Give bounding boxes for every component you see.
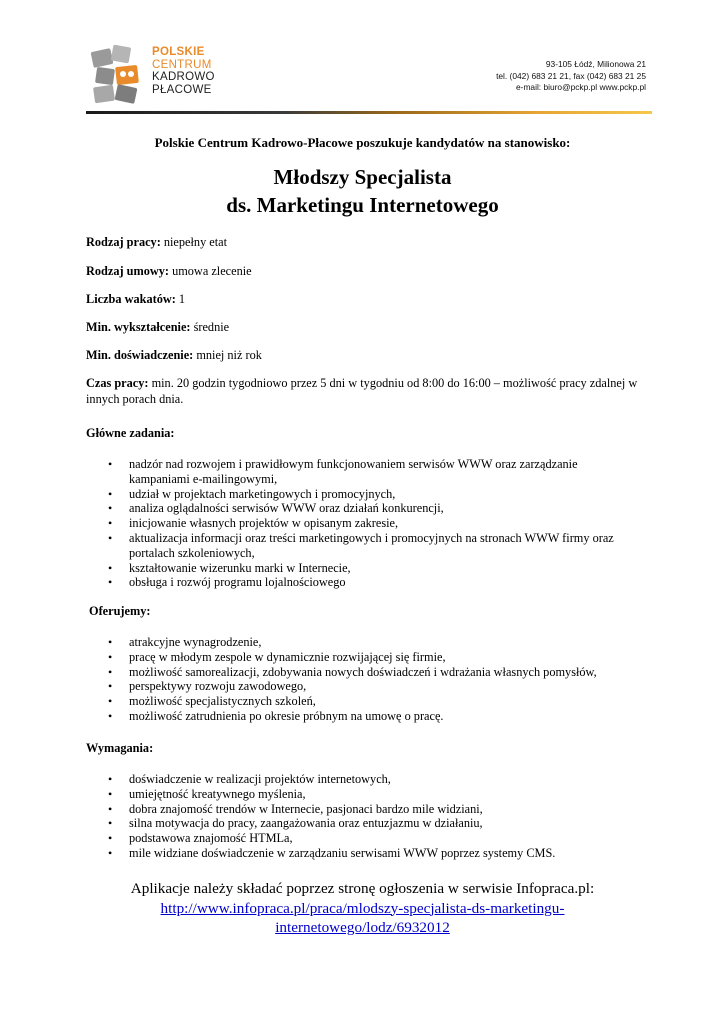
requirements-heading: Wymagania: — [86, 741, 154, 755]
list-item: • mile widziane doświadczenie w zarządzaniu serwisami WWW poprzez systemy CMS. — [86, 846, 626, 861]
field-value: średnie — [190, 320, 230, 334]
offer-heading: Oferujemy: — [89, 604, 151, 618]
offer-list — [86, 635, 626, 724]
field-value: 1 — [175, 292, 186, 306]
letterhead — [86, 40, 652, 112]
field-education — [86, 319, 646, 335]
job-title-line: ds. Marketingu Internetowego — [226, 193, 499, 217]
field-value: min. 20 godzin tygodniowo przez 5 dni w tygodniu od 8:00 do 16:00 – możliwość pracy zdalnej w innych porach dnia. — [86, 376, 638, 406]
offer-link-continued[interactable]: internetowego/lodz/6932012 — [275, 919, 450, 936]
field-label: Min. wykształcenie: — [86, 320, 191, 334]
offer-link[interactable]: http://www.infopraca.pl/praca/mlodszy-specjalista-ds-marketingu- — [160, 899, 565, 917]
field-work-hours — [86, 375, 646, 407]
tasks-heading: Główne zadania: — [86, 426, 175, 440]
list-item: • umiejętność kreatywnego myślenia, — [86, 787, 626, 802]
field-experience — [86, 347, 646, 363]
logo-line: PŁACOWE — [152, 83, 212, 96]
field-label: Liczba wakatów: — [86, 292, 176, 306]
logo-line: POLSKIE — [152, 46, 205, 58]
field-job-type — [86, 234, 646, 250]
field-value: mniej niż rok — [193, 348, 262, 362]
application-footer — [0, 879, 725, 938]
field-value: umowa zlecenie — [169, 264, 252, 278]
tasks-list — [86, 457, 626, 590]
header-divider — [86, 111, 652, 114]
contact-phone: tel. (042) 683 21 21, fax (042) 683 21 25 — [496, 70, 646, 81]
list-item: • możliwość zatrudnienia po okresie próbnym na umowę o pracę. — [86, 709, 626, 724]
list-item: • atrakcyjne wynagrodzenie, — [86, 635, 626, 650]
intro-text: Polskie Centrum Kadrowo-Płacowe poszukuje kandydatów na stanowisko: — [154, 135, 571, 150]
contact-email-web: e-mail: biuro@pckp.pl www.pckp.pl — [516, 82, 646, 92]
field-label: Rodzaj umowy: — [86, 264, 169, 278]
field-label: Min. doświadczenie: — [86, 348, 194, 362]
field-label: Rodzaj pracy: — [86, 235, 161, 249]
list-item: • aktualizacja informacji oraz treści marketingowych i promocyjnych na stronach WWW firmy oraz portalach szkoleniowych, — [86, 531, 626, 561]
logo-line: KADROWO — [152, 71, 215, 83]
list-item: • podstawowa znajomość HTMLa, — [86, 831, 626, 846]
list-item: • kształtowanie wizerunku marki w Internecie, — [86, 561, 626, 576]
list-item: • możliwość specjalistycznych szkoleń, — [86, 694, 626, 709]
list-item: • dobra znajomość trendów w Internecie, pasjonaci bardzo mile widziani, — [86, 802, 626, 817]
list-item: • obsługa i rozwój programu lojalnościowego — [86, 575, 626, 590]
list-item: • nadzór nad rozwojem i prawidłowym funkcjonowaniem serwisów WWW oraz zarządzanie kampaniami e-mailingowymi, — [86, 457, 626, 487]
list-item: • silna motywacja do pracy, zaangażowania oraz entuzjazmu w działaniu, — [86, 816, 626, 831]
list-item: • doświadczenie w realizacji projektów internetowych, — [86, 772, 626, 787]
requirements-list — [86, 772, 626, 861]
contact-address: 93-105 Łódź, Milionowa 21 — [545, 59, 646, 69]
logo-line: CENTRUM — [152, 58, 212, 71]
field-label: Czas pracy: — [86, 376, 149, 390]
field-contract-type — [86, 263, 646, 279]
list-item: • inicjowanie własnych projektów w opisanym zakresie, — [86, 516, 626, 531]
contact-block — [496, 59, 646, 94]
field-value: niepełny etat — [160, 235, 228, 249]
application-text: Aplikacje należy składać poprzez stronę ogłoszenia w serwisie Infopraca.pl: — [130, 880, 595, 897]
list-item: • perspektywy rozwoju zawodowego, — [86, 679, 626, 694]
logo-wordmark — [152, 46, 215, 96]
job-title-line: Młodszy Specjalista — [273, 165, 452, 189]
job-title — [0, 163, 725, 219]
list-item: • pracę w młodym zespole w dynamicznie rozwijającej się firmie, — [86, 650, 626, 665]
list-item: • analiza oglądalności serwisów WWW oraz działań konkurencji, — [86, 501, 626, 516]
list-item: • możliwość samorealizacji, zdobywania nowych doświadczeń i wdrażania własnych pomysłów, — [86, 665, 626, 680]
puzzle-logo-icon — [90, 44, 148, 104]
list-item: • udział w projektach marketingowych i promocyjnych, — [86, 487, 626, 502]
field-vacancies — [86, 291, 646, 307]
